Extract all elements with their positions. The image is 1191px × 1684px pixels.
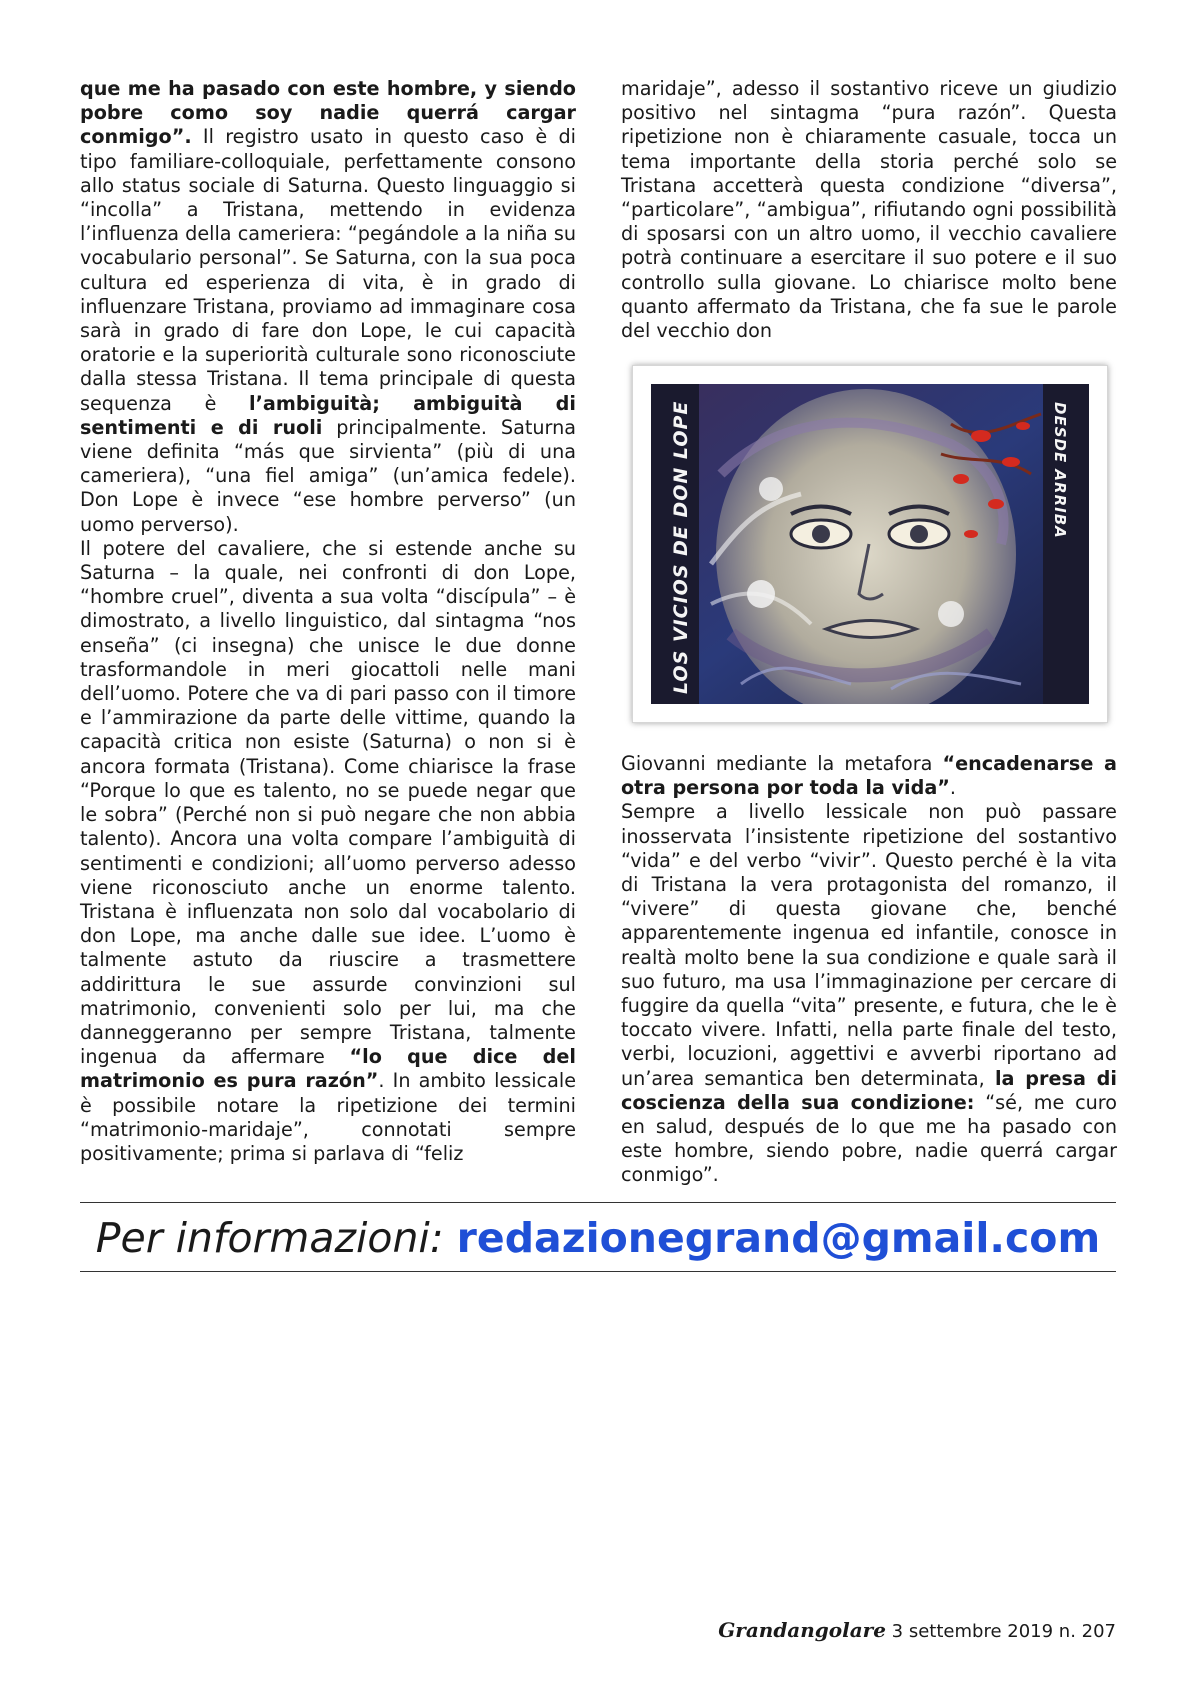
paragraph-text: Il potere del cavaliere, che si estende anche su Saturna – la quale, nei confronti di don Lope, “hombre cruel”, diventa a sua volta “discípula” – è dimostrato, a livello linguistico, dal sintagma “nos enseña” (ci insegna) che unisce le due donne trasformandole in meri giocattoli nelle mani dell’uomo. Potere che va di pari passo con il timore e l’ammirazione da parte delle vittime, quando la capacità critica non esiste (Saturna) o non si è ancora formata (Tristana). Come chiarisce la frase “Porque lo que es talento, no se puede negar que le sobra” (Perché non si può negare che non abbia talento). Ancora una volta compare l’ambiguità di sentimenti e condizioni; all’uomo perverso adesso viene riconosciuto anche un enorme talento. Tristana è influenzata non solo dal vocabolario di don Lope, ma anche dalle sue idee. L’uomo è talmente astuto da riuscire a trasmettere addirittura le sue assurde convinzioni sul matrimonio, convenienti solo per lui, ma che danneggeranno per sempre Tristana, talmente ingenua da affermare: [80, 536, 576, 1069]
paragraph-text: Il registro usato in questo caso è di tipo familiare-colloquiale, perfettamente consono allo status sociale di Saturna. Questo linguaggio si “incolla” a Tristana, mettendo in evidenza l’influenza della cameriera: “pegándole a la niña su vocabulario personal”. Se Saturna, con la sua poca cultura ed esperienza di vita, è in grado di influenzare Tristana, proviamo ad immaginare cosa sarà in grado di fare don Lope, le cui capacità oratorie e la superiorità culturale sono riconosciute dalla stessa Tristana. Il tema principale di questa sequenza è: [80, 125, 576, 415]
cover-left-caption: LOS VICIOS DE DON LOPE: [670, 400, 692, 694]
bold-phrase: l’ambiguità; ambiguità di sentimenti e di ruoli: [80, 391, 576, 439]
bold-quote: “lo que dice del matrimonio es pura razón”: [80, 1045, 576, 1093]
paragraph-text: Giovanni mediante la metafora: [621, 752, 943, 775]
bold-quote: que me ha pasado con este hombre, y siendo pobre como soy nadie querrá cargar conmigo”.: [80, 77, 576, 149]
bold-phrase: la presa di coscienza della sua condizione:: [621, 1066, 1117, 1114]
cover-right-caption: DESDE ARRIBA: [1051, 402, 1069, 539]
paragraph-text: principalmente. Saturna viene definita “más que sirvienta” (più di una cameriera), “una fiel amiga” (un’amica fedele). Don Lope è invece “ese hombre perverso” (un uomo perverso).: [80, 415, 576, 536]
publication-name: Grandangolare: [718, 1618, 886, 1642]
divider-top: [80, 1202, 1116, 1203]
contact-label: Per informazioni:: [95, 1214, 457, 1262]
paragraph: [621, 752, 1117, 800]
paragraph-text: “sé, me curo en salud, después de lo que me ha pasado con este hombre, siendo pobre, nadie querrá cargar conmigo”.: [621, 1090, 1117, 1187]
issue-info: 3 settembre 2019 n. 207: [885, 1621, 1116, 1642]
bold-quote: “encadenarse a otra persona por toda la vida”: [621, 752, 1117, 800]
book-cover-figure: [632, 365, 1108, 723]
divider-bottom: [80, 1271, 1116, 1272]
book-cover-image: [651, 384, 1089, 704]
paragraph: [80, 77, 576, 537]
paragraph: maridaje”, adesso il sostantivo riceve un giudizio positivo nel sintagma “pura razón”. Questa ripetizione non è chiaramente casuale, tocca un tema importante della storia perché solo se Tristana accetterà questa condizione “diversa”, “particolare”, “ambigua”, rifiutando ogni possibilità di sposarsi con un altro uomo, il vecchio cavaliere potrà continuare a esercitare il suo potere e il suo controllo sulla giovane. Lo chiarisce molto bene quanto affermato da Tristana, che fa sue le parole del vecchio don: [621, 77, 1117, 343]
right-text-column-bottom: [621, 752, 1117, 1188]
left-text-column: [80, 77, 576, 1166]
contact-info: [80, 1210, 1116, 1266]
right-text-column-top: [621, 77, 1117, 343]
page-footer: [718, 1618, 1116, 1642]
paragraph-text: Sempre a livello lessicale non può passare inosservata l’insistente ripetizione del sostantivo “vida” e del verbo “vivir”. Questo perché è la vita di Tristana la vera protagonista del romanzo, il “vivere” di questa giovane che, benché apparentemente ingenua ed infantile, conosce in realtà molto bene la sua condizione e quale sarà il suo futuro, ma usa l’immaginazione per cercare di fuggire da quella “vita” presente, e futura, che le è toccato vivere. Infatti, nella parte finale del testo, verbi, locuzioni, aggettivi e avverbi riportano ad un’area semantica ben determinata,: [621, 800, 1117, 1090]
paragraph-text: . In ambito lessicale è possibile notare la ripetizione dei termini “matrimonio-maridaje”, connotati sempre positivamente; prima si parlava di “feliz: [80, 1069, 576, 1165]
contact-email-link[interactable]: redazionegrand@gmail.com: [456, 1214, 1101, 1262]
paragraph: [621, 800, 1117, 1187]
paragraph: [80, 537, 576, 1166]
paragraph-text: .: [949, 776, 957, 800]
